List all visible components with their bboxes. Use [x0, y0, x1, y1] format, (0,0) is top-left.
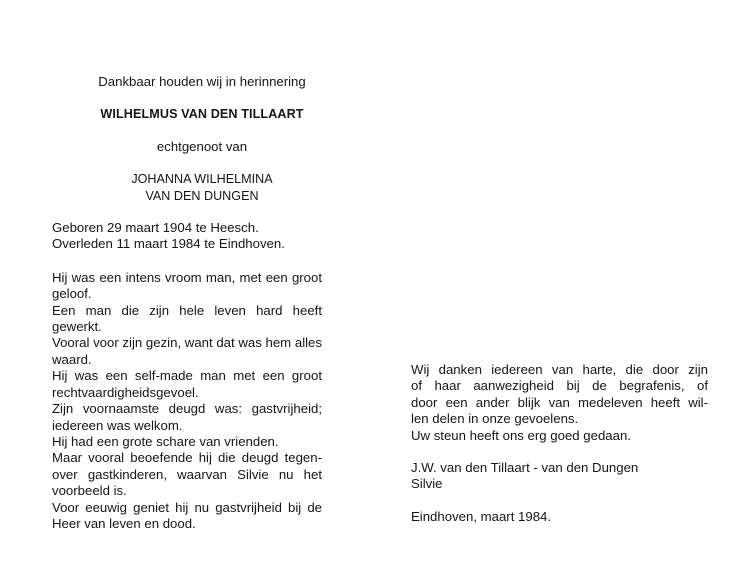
biography-line: Hij was een self-made man met een groot	[52, 368, 322, 384]
biography-line: Heer van leven en dood.	[52, 515, 196, 531]
thanks-line: of haar aanwezigheid bij de begrafenis, of	[411, 378, 708, 394]
biography-line: over gastkinderen, waarvan Silvie nu het	[52, 466, 322, 482]
place-date: Eindhoven, maart 1984.	[411, 508, 552, 524]
spouse-name-line2: VAN DEN DUNGEN	[145, 188, 259, 203]
biography-line: waard.	[52, 351, 92, 367]
thanks-line: Wij danken iedereen van harte, die door zijn	[411, 362, 708, 377]
deceased-name: WILHELMUS VAN DEN TILLAART	[100, 107, 304, 122]
spouse-name-line1: JOHANNA WILHELMINA	[131, 172, 273, 187]
thanks-line: Uw steun heeft ons erg goed gedaan.	[411, 427, 631, 443]
biography-line: Vooral voor zijn gezin, want dat was hem alles	[52, 335, 322, 351]
biography-line: Hij had een grote schare van vrienden.	[52, 433, 279, 449]
intro-text: Dankbaar houden wij in herinnering	[98, 74, 306, 89]
death-info: Overleden 11 maart 1984 te Eindhoven.	[52, 236, 285, 252]
biography-line: Maar vooral beoefende hij die deugd tegen-	[52, 450, 322, 466]
thanks-text	[411, 362, 713, 444]
biography-line: iedereen was welkom.	[52, 417, 183, 433]
right-page	[411, 362, 713, 525]
biography-line: rechtvaardigheidsgevoel.	[52, 384, 199, 400]
signature-family: J.W. van den Tillaart - van den Dungen	[411, 460, 639, 476]
biography-line: voorbeeld is.	[52, 483, 127, 499]
biography-text	[52, 270, 352, 533]
biography-line: gewerkt.	[52, 319, 102, 335]
biography-line: Hij was een intens vroom man, met een groot	[52, 269, 322, 285]
birth-info: Geboren 29 maart 1904 te Heesch.	[52, 220, 259, 236]
left-page	[52, 74, 352, 532]
biography-line: geloof.	[52, 286, 92, 302]
thanks-line: len delen in onze gevoelens.	[411, 411, 579, 427]
fold-divider	[367, 20, 368, 560]
signature-silvie: Silvie	[411, 476, 443, 492]
biography-line: Zijn voornaamste deugd was: gastvrijheid;	[52, 401, 322, 417]
thanks-line: door een ander blijk van medeleven heeft wil-	[411, 394, 708, 410]
biography-line: Voor eeuwig geniet hij nu gastvrijheid bij de	[52, 499, 322, 515]
spouse-intro: echtgenoot van	[156, 138, 248, 154]
biography-line: Een man die zijn hele leven hard heeft	[52, 302, 322, 318]
